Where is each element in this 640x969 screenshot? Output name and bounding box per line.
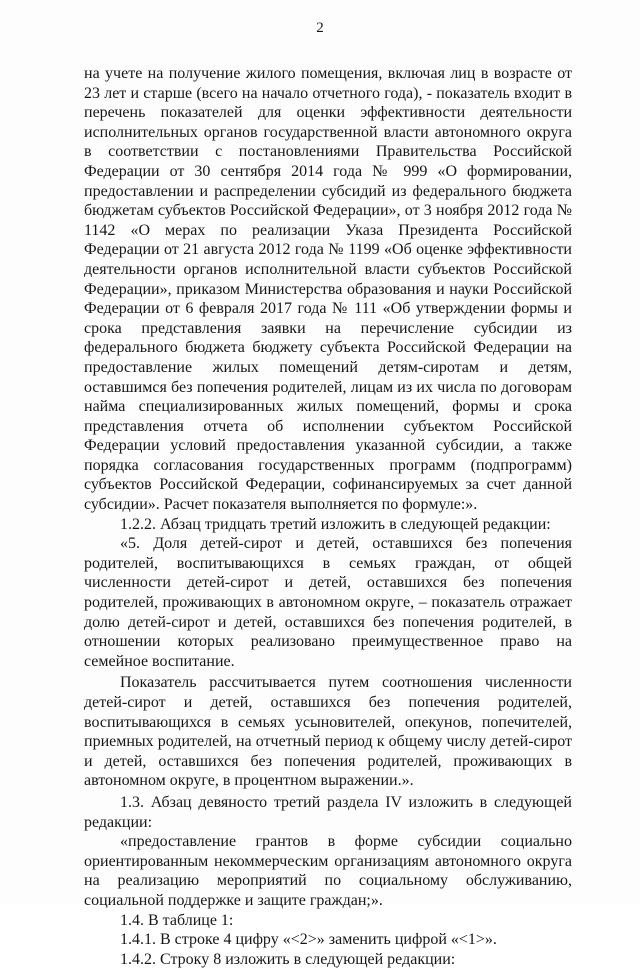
paragraph-item-1-2-2: 1.2.2. Абзац тридцать третий изложить в следующей редакции: — [120, 515, 551, 533]
paragraph-continuation: на учете на получение жилого помещения, включая лиц в возрасте от 23 лет и старше (всего на начало отчетного года), - показатель входит в перечень показателей для оценки эффективности деятельности исполнительных органов государственной власти автономного округа в соответствии с постановлениями Правительства Российской Федерации от 30 сентября 2014 года № 999 «О формировании, предоставлении и распределении субсидий из федерального бюджета бюджетам субъектов Российской Федерации», от 3 ноября 2012 года № 1142 «О мерах по реализации Указа Президента Российской Федерации от 21 августа 2012 года № 1199 «Об оценке эффективности деятельности органов исполнительной власти субъектов Российской Федерации», приказом Министерства образования и науки Российской Федерации от 6 февраля 2017 года № 111 «Об утверждении формы и срока представления заявки на перечисление субсидии из федерального бюджета бюджету субъекта Российской Федерации на предоставление жилых помещений детям-сиротам и детям, оставшимся без попечения родителей, лицам из их числа по договорам найма специализированных жилых помещений, формы и срока представления отчета об исполнении субъектом Российской Федерации условий предоставления указанной субсидии, а также порядка согласования государственных программ (подпрограмм) субъектов Российской Федерации, софинансируемых за счет данной субсидии». Расчет показателя выполняется по формуле:». — [84, 65, 572, 514]
paragraph-item-1-4: 1.4. В таблице 1: — [120, 911, 234, 929]
paragraph-indicator-calculation: Показатель рассчитывается путем соотношения численности детей-сирот и детей, оставшихся без попечения родителей, воспитывающихся в семьях усыновителей, опекунов, попечителей, приемных родителей, на отчетный период к общему числу детей-сирот и детей, оставшихся без попечения родителей, проживающих в автономном округе, в процентном выражении.». — [84, 674, 572, 790]
document-body — [84, 64, 572, 969]
paragraph-item-1-3: 1.3. Абзац девяносто третий раздела IV изложить в следующей редакции: — [84, 793, 572, 831]
paragraph-item-1-4-2: 1.4.2. Строку 8 изложить в следующей редакции: — [120, 950, 456, 968]
paragraph-quoted-grants: «предоставление грантов в форме субсидии социально ориентированным некоммерческим организациям автономного округа на реализацию мероприятий по социальному обслуживанию, социальной поддержке и защите граждан;». — [84, 833, 572, 909]
paragraph-quoted-indicator-5: «5. Доля детей-сирот и детей, оставшихся без попечения родителей, воспитывающихся в семьях граждан, от общей численности детей-сирот и детей, оставшихся без попечения родителей, проживающих в автономном округе, – показатель отражает долю детей-сирот и детей, оставшихся без попечения родителей, в отношении которых реализовано преимущественное право на семейное воспитание. — [84, 535, 572, 670]
page-number: 2 — [316, 20, 324, 36]
paragraph-item-1-4-1: 1.4.1. В строке 4 цифру «<2>» заменить цифрой «<1>». — [120, 931, 497, 949]
